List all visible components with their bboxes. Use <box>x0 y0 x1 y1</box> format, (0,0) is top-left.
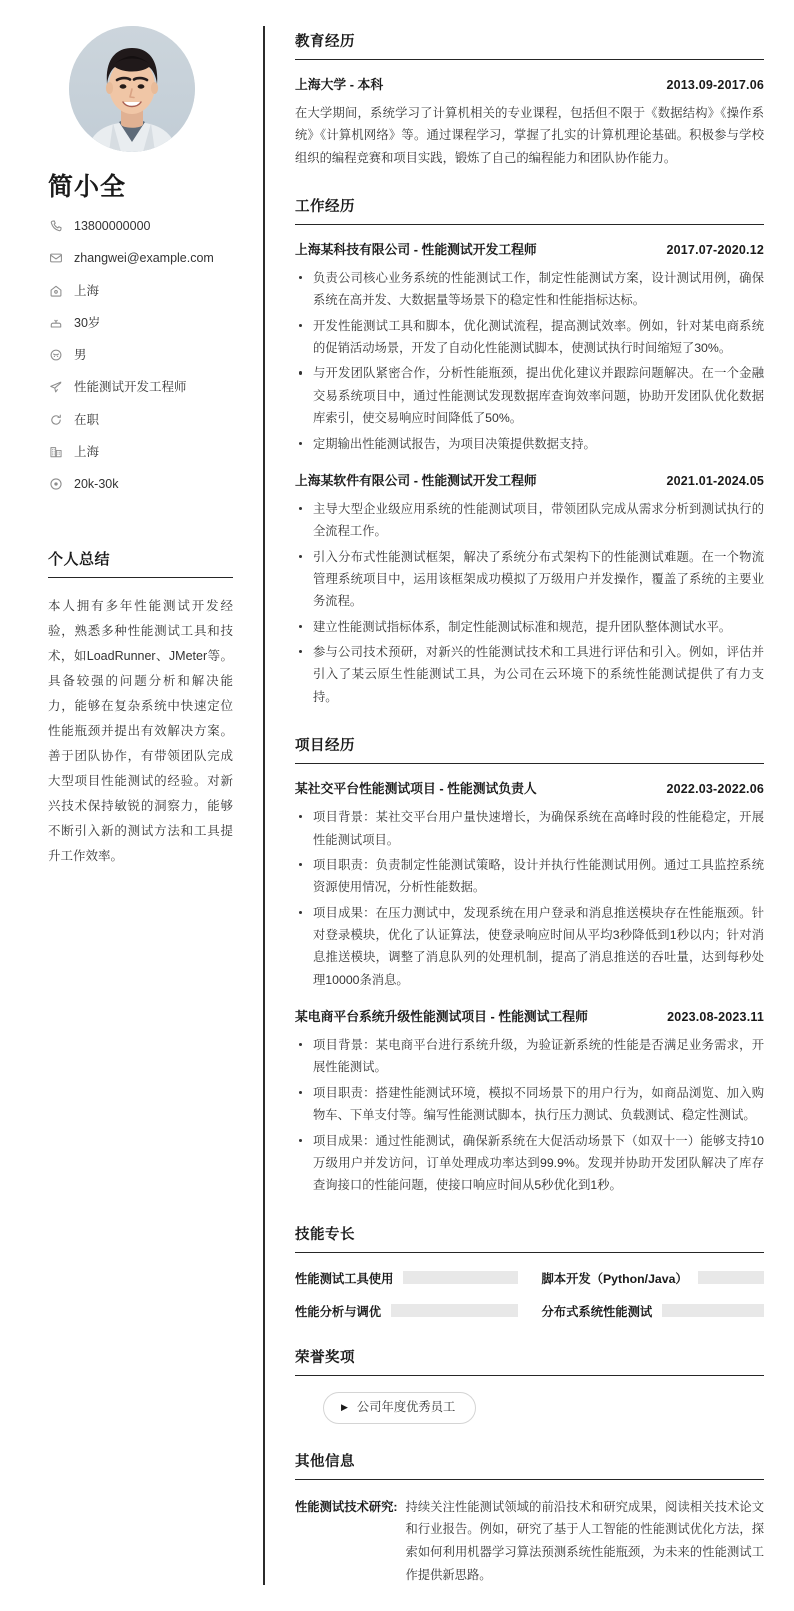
skill-progress-track <box>698 1271 764 1284</box>
skill-row <box>542 1269 765 1287</box>
skill-row <box>542 1302 765 1320</box>
list-item: 项目背景：某社交平台用户量快速增长，为确保系统在高峰时段的性能稳定，开展性能测试项目。 <box>295 806 764 851</box>
contact-value: 男 <box>74 348 87 362</box>
sidebar <box>0 0 263 869</box>
entry-head <box>295 241 764 259</box>
contact-item-gender <box>48 347 243 363</box>
contact-value: zhangwei@example.com <box>74 251 214 266</box>
section-work <box>295 195 764 708</box>
section-awards <box>295 1346 764 1424</box>
section-education <box>295 30 764 169</box>
section-skills <box>295 1223 764 1320</box>
summary-heading: 个人总结 <box>48 548 233 578</box>
contact-item-salary <box>48 476 243 492</box>
list-item: 与开发团队紧密合作，分析性能瓶颈，提出优化建议并跟踪问题解决。在一个金融交易系统项目中，通过性能测试发现数据库查询效率问题，协助开发团队优化数据库索引，使交易响应时间降低了50%。 <box>295 362 764 429</box>
contact-value: 30岁 <box>74 315 101 330</box>
list-item: 负责公司核心业务系统的性能测试工作，制定性能测试方案，设计测试用例，确保系统在高并发、大数据量等场景下的稳定性和性能指标达标。 <box>295 267 764 312</box>
list-item: 定期输出性能测试报告，为项目决策提供数据支持。 <box>295 433 764 455</box>
section-heading-education: 教育经历 <box>295 30 764 60</box>
main-content <box>263 0 794 1611</box>
skill-progress-track <box>662 1304 764 1317</box>
entry-head <box>295 472 764 490</box>
list-item: 项目成果：通过性能测试，确保新系统在大促活动场景下（如双十一）能够支持10万级用户并发访问，订单处理成功率达到99.9%。发现并协助开发团队解决了库存查询接口的性能问题，使接口响应时间从5秒优化到1秒。 <box>295 1130 764 1197</box>
section-other-info <box>295 1450 764 1587</box>
skill-row <box>295 1302 518 1320</box>
skill-label: 分布式系统性能测试 <box>541 1304 653 1319</box>
entry-date: 2017.07-2020.12 <box>666 243 764 258</box>
section-heading-projects: 项目经历 <box>295 734 764 764</box>
contact-value: 性能测试开发工程师 <box>74 380 187 395</box>
page-title: 简小全 <box>48 173 127 201</box>
list-item: 建立性能测试指标体系，制定性能测试标准和规范，提升团队整体测试水平。 <box>295 616 764 638</box>
gender-icon <box>48 348 63 363</box>
contact-item-phone <box>48 218 243 234</box>
other-info-text: 持续关注性能测试领域的前沿技术和研究成果，阅读相关技术论文和行业报告。例如，研究了基于人工智能的性能测试优化方法，探索如何利用机器学习算法预测系统性能瓶颈，为未来的性能测试工作提供新思路。 <box>405 1499 764 1582</box>
skill-progress-track <box>403 1271 517 1284</box>
contact-item-age <box>48 315 243 331</box>
list-item: 项目职责：搭建性能测试环境，模拟不同场景下的用户行为，如商品浏览、加入购物车、下单支付等。编写性能测试脚本，执行压力测试、负载测试、稳定性测试。 <box>295 1082 764 1127</box>
contact-item-location <box>48 283 243 299</box>
home-icon <box>48 283 63 298</box>
entry-title: 某社交平台性能测试项目 - 性能测试负责人 <box>295 781 537 797</box>
skills-grid <box>295 1269 764 1320</box>
column-divider <box>263 26 265 1585</box>
skill-label: 性能测试工具使用 <box>295 1271 394 1286</box>
contact-value: 上海 <box>74 444 100 459</box>
skill-progress-track <box>391 1304 517 1317</box>
list-item: 主导大型企业级应用系统的性能测试项目，带领团队完成从需求分析到测试执行的全流程工作。 <box>295 498 764 543</box>
entry-title: 上海大学 - 本科 <box>295 77 384 92</box>
award-label: 公司年度优秀员工 <box>356 1399 456 1414</box>
contact-value: 上海 <box>74 283 100 298</box>
target-icon <box>48 477 63 492</box>
list-item: 引入分布式性能测试框架，解决了系统分布式架构下的性能测试难题。在一个物流管理系统项目中，运用该框架成功模拟了万级用户并发操作，覆盖了系统的主要业务流程。 <box>295 546 764 613</box>
award-badge <box>323 1392 476 1424</box>
contact-item-city <box>48 444 243 460</box>
bullet-list <box>295 806 764 991</box>
section-heading-work: 工作经历 <box>295 195 764 225</box>
building-icon <box>48 444 63 459</box>
awards-row <box>295 1392 764 1424</box>
bullet-list <box>295 1034 764 1197</box>
envelope-icon <box>48 251 63 266</box>
bullet-list <box>295 498 764 708</box>
entry-description: 在大学期间，系统学习了计算机相关的专业课程，包括但不限于《数据结构》《操作系统》《计算机网络》等。通过课程学习，掌握了扎实的计算机理论基础。积极参与学校组织的编程竞赛和项目实践，锻炼了自己的编程能力和团队协作能力。 <box>295 105 764 165</box>
section-heading-other: 其他信息 <box>295 1450 764 1480</box>
contact-value: 在职 <box>74 412 100 427</box>
contact-item-position <box>48 379 243 395</box>
avatar <box>69 26 195 152</box>
entry-title: 某电商平台系统升级性能测试项目 - 性能测试工程师 <box>295 1009 588 1025</box>
avatar-wrap <box>20 26 243 152</box>
work-entry <box>295 241 764 455</box>
entry-head <box>295 76 764 94</box>
section-heading-awards: 荣誉奖项 <box>295 1346 764 1376</box>
portrait-photo-icon <box>69 26 195 152</box>
project-entry <box>295 780 764 991</box>
contact-value: 20k-30k <box>74 477 119 491</box>
entry-title: 上海某科技有限公司 - 性能测试开发工程师 <box>295 242 537 258</box>
bullet-list <box>295 267 764 455</box>
entry-date: 2013.09-2017.06 <box>666 78 764 92</box>
entry-title: 上海某软件有限公司 - 性能测试开发工程师 <box>295 472 537 488</box>
paper-plane-icon <box>48 380 63 395</box>
contact-value: 13800000000 <box>74 219 151 233</box>
contact-list <box>20 218 243 492</box>
work-entry <box>295 472 764 708</box>
summary-text: 本人拥有多年性能测试开发经验，熟悉多种性能测试工具和技术，如LoadRunner、JMeter等。具备较强的问题分析和解决能力，能够在复杂系统中快速定位性能瓶颈并提出有效解决方案。善于团队协作，有带领团队完成大型项目性能测试的经验。对新兴技术保持敏锐的洞察力，能够不断引入新的测试方法和工具提升工作效率。 <box>48 599 233 864</box>
skill-row <box>295 1269 518 1287</box>
entry-date: 2021.01-2024.05 <box>666 473 764 488</box>
other-info-row <box>295 1496 764 1587</box>
summary-section <box>20 548 243 869</box>
project-entry <box>295 1008 764 1197</box>
contact-item-email <box>48 250 243 266</box>
list-item: 项目职责：负责制定性能测试策略，设计并执行性能测试用例。通过工具监控系统资源使用情况，分析性能数据。 <box>295 854 764 899</box>
list-item: 参与公司技术预研，对新兴的性能测试技术和工具进行评估和引入。例如，评估并引入了某云原生性能测试工具，为公司在云环境下的系统性能测试提供了有力支持。 <box>295 641 764 708</box>
other-info-label: 性能测试技术研究: <box>295 1499 398 1514</box>
skill-label: 性能分析与调优 <box>295 1304 382 1319</box>
contact-item-status <box>48 412 243 428</box>
skill-label: 脚本开发（Python/Java） <box>541 1271 688 1286</box>
entry-head <box>295 1008 764 1026</box>
entry-date: 2022.03-2022.06 <box>666 782 764 797</box>
refresh-icon <box>48 412 63 427</box>
phone-icon <box>48 219 63 234</box>
list-item: 开发性能测试工具和脚本，优化测试流程，提高测试效率。例如，针对某电商系统的促销活动场景，开发了自动化性能测试脚本，使测试执行时间缩短了30%。 <box>295 315 764 360</box>
cake-icon <box>48 315 63 330</box>
section-projects <box>295 734 764 1196</box>
list-item: 项目成果：在压力测试中，发现系统在用户登录和消息推送模块存在性能瓶颈。针对登录模块，优化了认证算法，使登录响应时间从平均3秒降低到1秒以内；针对消息推送模块，调整了消息队列的处理机制，提高了消息推送的吞吐量，达到每秒处理10000条消息。 <box>295 902 764 992</box>
triangle-right-icon: ▶ <box>341 1402 348 1413</box>
section-heading-skills: 技能专长 <box>295 1223 764 1253</box>
entry-head <box>295 780 764 798</box>
list-item: 项目背景：某电商平台进行系统升级，为验证新系统的性能是否满足业务需求，开展性能测试。 <box>295 1034 764 1079</box>
education-entry <box>295 76 764 169</box>
entry-date: 2023.08-2023.11 <box>667 1010 764 1025</box>
